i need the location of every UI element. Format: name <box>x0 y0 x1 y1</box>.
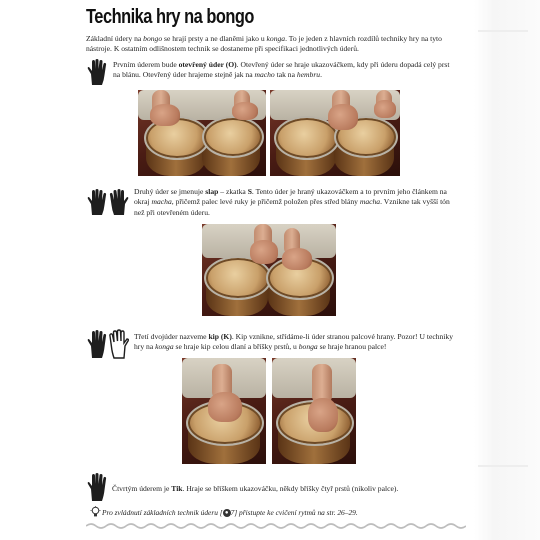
hand-icon <box>86 472 108 502</box>
paragraph-open-stroke: Prvním úderem bude otevřený úder (O). Otevřený úder se hraje ukazováčkem, kdy při úderu dopadá celý prst na blánu. Otevřený úder hrajeme stejně jak na macho tak na hembru. <box>113 60 450 80</box>
page-edge-mark <box>478 465 528 467</box>
page-edge-mark <box>478 30 528 32</box>
paragraph-slap: Druhý úder se jmenuje slap – zkatka S. Tento úder je hraný ukazováčkem a to prvním jeho článkem na okraj macha, přičemž palec levé ruky je přičemž položen přes střed blány macha. Vznikne tak vyšší tón než při otevřeném úderu. <box>134 187 450 217</box>
two-hands-icon <box>86 187 130 217</box>
audio-track-icon: ● <box>223 509 231 517</box>
page-title: Technika hry na bongo <box>86 6 254 28</box>
decorative-wave-divider <box>86 522 466 530</box>
photo-kip-2 <box>272 358 356 464</box>
hand-icon <box>86 58 108 86</box>
two-hands-outline-icon <box>86 328 130 360</box>
paragraph-kip: Třetí dvojúder nazveme kip (K). Kip vznikne, střídáme-li úder stranou palcové hrany. Pozor! U techniky hry na konga se hraje kip celou dlaní a bříšky prstů, u bonga se hraje hranou palce! <box>134 332 453 352</box>
intro-paragraph: Základní údery na bongo se hrají prsty a ne dlaněmi jako u konga. To je jeden z hlavních rozdílů techniky hry na tyto nástroje. K ostatním odlišnostem technik se dostaneme při specifikaci jednotlivých úderů. <box>86 34 442 54</box>
next-page-edge <box>474 0 540 540</box>
photo-kip-1 <box>182 358 266 464</box>
photo-open-stroke-2 <box>270 90 400 176</box>
photo-slap <box>202 224 336 316</box>
tip-text: Pro zvládnutí základních technik úderu [ ● 7] přistupte ke cvičení rytmů na str. 26–29. <box>102 508 358 517</box>
paragraph-tik: Čtvrtým úderem je Tik. Hraje se bříškem ukazováčku, někdy bříšky čtyř prstů (nikoliv palce). <box>112 484 399 493</box>
photo-open-stroke-1 <box>138 90 266 176</box>
lightbulb-icon <box>90 506 101 518</box>
